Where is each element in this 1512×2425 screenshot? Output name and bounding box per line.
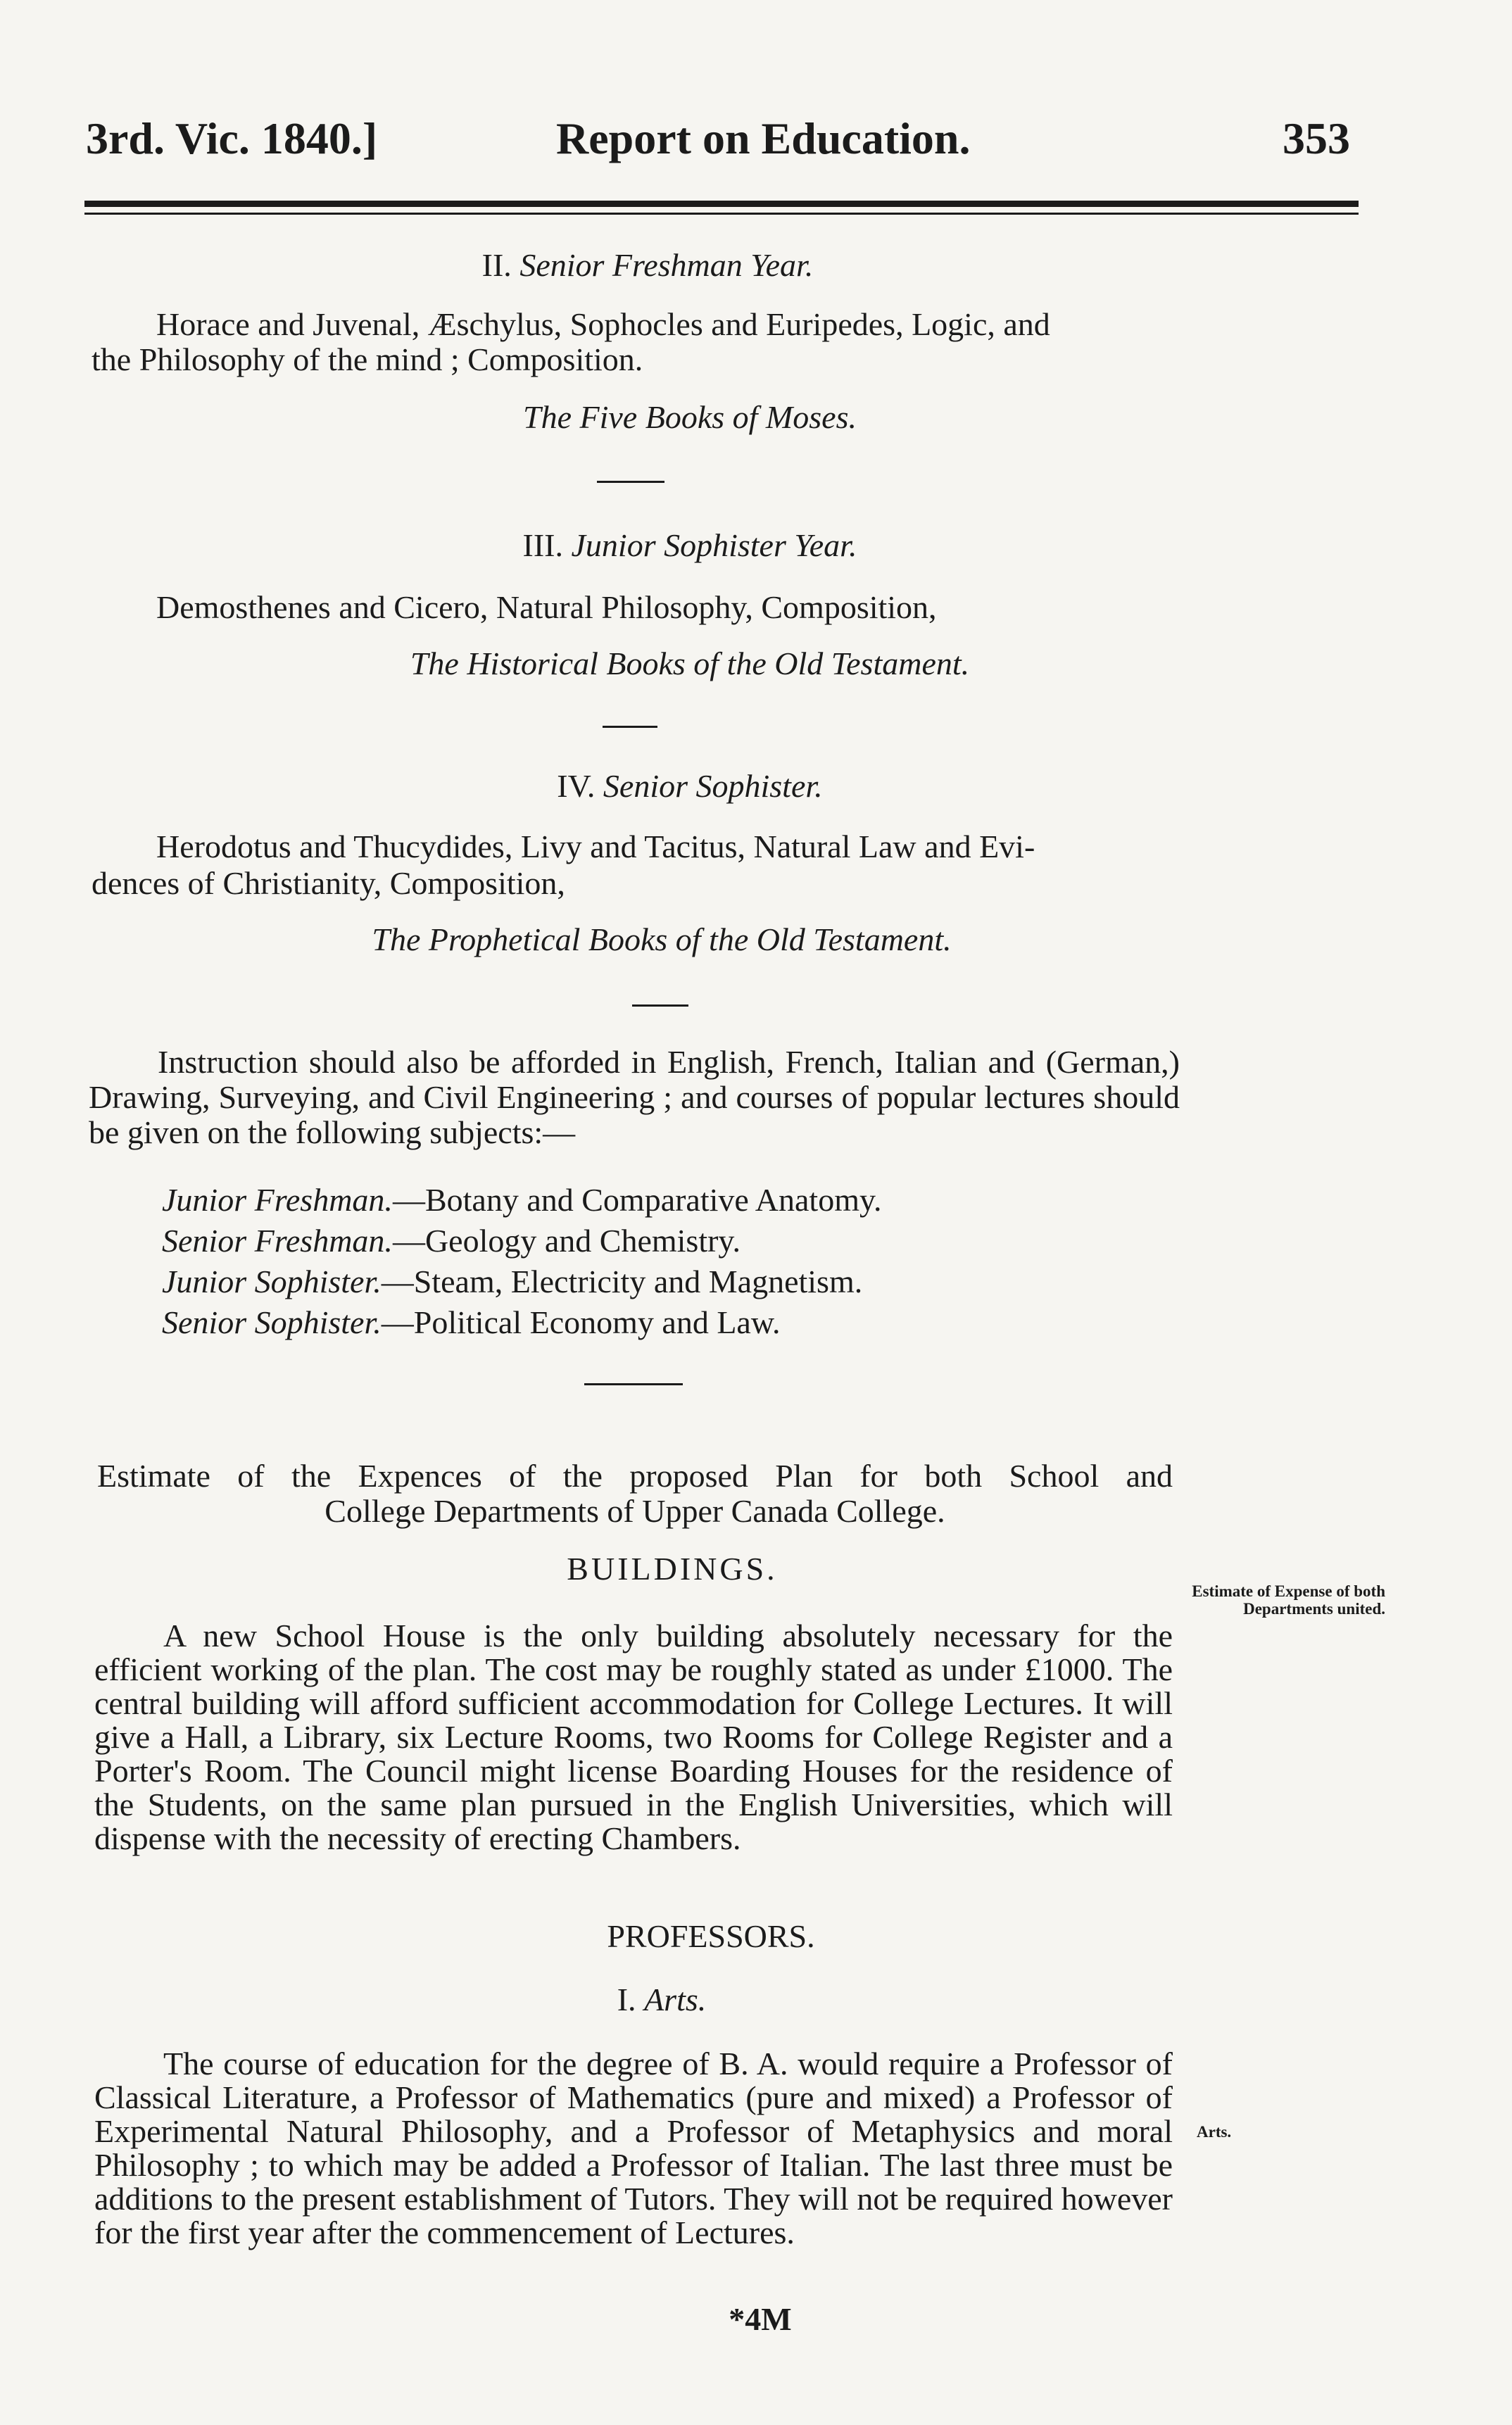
list-item-term: Junior Freshman. <box>162 1182 393 1218</box>
estimate-heading-line2: College Departments of Upper Canada College. <box>325 1493 945 1529</box>
professors-paragraph: The course of education for the degree of B. A. would require a Professor of Classical Literature, a Professor of Mathematics (pure and mixed) a Professor of Experimental Natural Philosophy, and a Professor of Metaphysics and moral Philosophy ; to which may be added a Professor of Italian. The last three must be additions to the present establishment of Tutors. They will not be required however for the first year after the commencement of Lectures. <box>94 2046 1173 2250</box>
list-item <box>162 1305 781 1340</box>
section-title: Junior Sophister Year. <box>571 527 857 563</box>
buildings-heading: BUILDINGS. <box>567 1551 778 1587</box>
list-item-term: Junior Sophister. <box>162 1264 382 1299</box>
scripture-reading: The Prophetical Books of the Old Testament. <box>372 921 952 957</box>
estimate-heading-line1: Estimate of the Expences of the proposed Plan for both School and <box>97 1458 1173 1494</box>
section-numeral: IV. <box>557 768 596 804</box>
text-line: Horace and Juvenal, Æschylus, Sophocles and Euripedes, Logic, and <box>156 306 1050 342</box>
section-numeral: III. <box>522 527 563 563</box>
text-line: the Philosophy of the mind ; Composition. <box>92 341 643 377</box>
section-heading-senior-freshman <box>84 248 1211 283</box>
list-item <box>162 1183 882 1218</box>
running-header-title: Report on Education. <box>556 113 971 163</box>
list-item-term: Senior Freshman. <box>162 1223 393 1259</box>
section-title: Senior Sophister. <box>603 768 823 804</box>
page-number: 353 <box>1283 113 1350 163</box>
margin-note-estimate: Estimate of Expense of both Departments united. <box>1192 1582 1385 1618</box>
running-header-left: 3rd. Vic. 1840.] <box>86 113 378 163</box>
list-item-text: —Political Economy and Law. <box>381 1304 781 1340</box>
section-title: Arts. <box>644 1982 707 2017</box>
scripture-reading: The Historical Books of the Old Testament. <box>410 645 970 681</box>
section-title: Senior Freshman Year. <box>519 247 814 283</box>
header-rule-thick <box>84 201 1359 207</box>
list-item-text: —Steam, Electricity and Magnetism. <box>381 1264 863 1299</box>
section-divider <box>603 726 657 728</box>
section-numeral: I. <box>617 1982 636 2017</box>
section-heading-junior-sophister <box>84 528 1295 563</box>
header-rule-thin <box>84 213 1359 215</box>
professors-heading: PROFESSORS. <box>607 1918 815 1954</box>
scripture-reading: The Five Books of Moses. <box>523 399 857 435</box>
text-line: dences of Christianity, Composition, <box>92 865 565 901</box>
instruction-paragraph: Instruction should also be afforded in English, French, Italian and (German,) Drawing, Surveying, and Civil Engineering ; and courses of popular lectures should be given on the following subjects:— <box>89 1044 1180 1150</box>
arts-subheading <box>84 1982 1239 2017</box>
list-item <box>162 1264 862 1299</box>
section-divider <box>584 1383 683 1385</box>
section-divider <box>597 481 664 483</box>
section-heading-senior-sophister <box>84 769 1295 804</box>
text-line: Herodotus and Thucydides, Livy and Tacitus, Natural Law and Evi- <box>156 829 1035 864</box>
list-item-text: —Botany and Comparative Anatomy. <box>392 1182 882 1218</box>
margin-note-arts: Arts. <box>1197 2123 1232 2141</box>
buildings-paragraph: A new School House is the only building absolutely necessary for the efficient working of the plan. The cost may be roughly stated as under £1000. The central building will afford sufficient accommodation for College Lectures. It will give a Hall, a Library, six Lecture Rooms, two Rooms for College Register and a Porter's Room. The Council might license Boarding Houses for the residence of the Students, on the same plan pursued in the English Universities, which will dispense with the necessity of erecting Chambers. <box>94 1618 1173 1856</box>
signature-mark: *4M <box>729 2301 792 2337</box>
text-line: Demosthenes and Cicero, Natural Philosophy, Composition, <box>156 589 937 625</box>
section-numeral: II. <box>481 247 512 283</box>
section-divider <box>632 1004 688 1007</box>
list-item <box>162 1223 741 1259</box>
list-item-text: —Geology and Chemistry. <box>392 1223 741 1259</box>
list-item-term: Senior Sophister. <box>162 1304 382 1340</box>
